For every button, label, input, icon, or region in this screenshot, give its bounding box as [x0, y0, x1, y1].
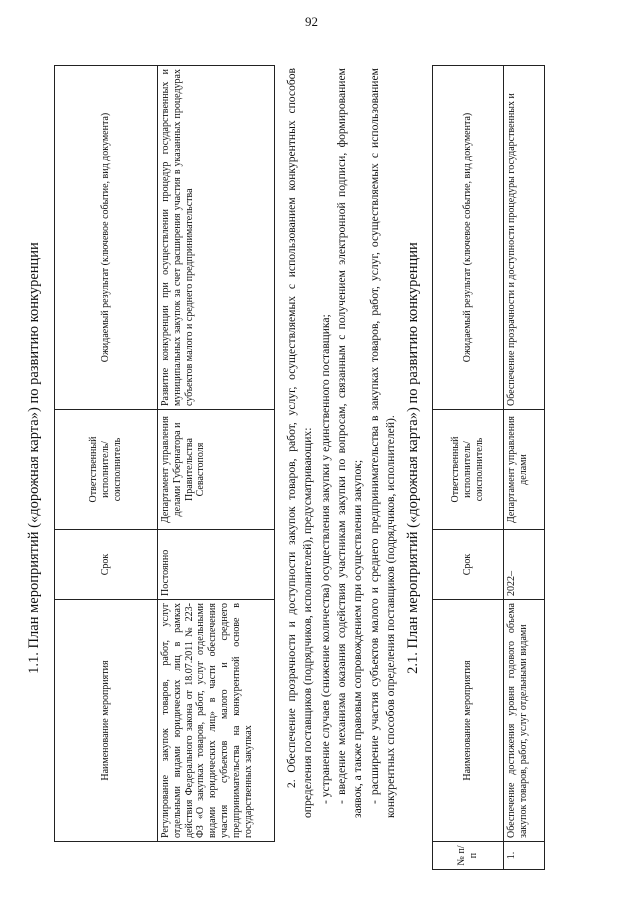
cell-number: 1. [504, 842, 545, 870]
cell-term: 2022– [504, 530, 545, 600]
col-header-name: Наименование мероприятия [55, 600, 158, 842]
cell-executor: Департамент управления делами Губернатора и Правительства Севастополя [158, 410, 275, 530]
col-header-number: № п/п [433, 842, 504, 870]
cell-term: Постоянно [158, 530, 275, 600]
cell-result: Обеспечение прозрачности и доступности процедуры государственных и [504, 66, 545, 410]
rotated-page-content [22, 38, 582, 878]
bullet-item: - расширение участия субъектов малого и среднего предпринимательства в закупках товаров, работ, услуг, осуществляемых с использованием конкурентных способов определения поставщиков (подрядчиков, исполнителей). [368, 68, 397, 818]
cell-result: Развитие конкуренции при осуществлении процедур государственных и муниципальных закупок за счет расширения участия в указанных процедурах субъектов малого и среднего предпринимательства [158, 66, 275, 410]
cell-name: Регулирование закупок товаров, работ, услуг отдельными видами юридических лиц в рамках действия Федерального закона от 18.07.2011 № 223-ФЗ «О закупках товаров, работ, услуг отдельными видами юридических лиц» в части обеспечения участия субъектов малого и среднего предпринимательства на конкурентной основе в государственных закупках [158, 600, 275, 842]
bullet-item: - устранение случаев (снижение количества) осуществления закупки у единственного поставщика; [319, 314, 332, 804]
section1-table [54, 65, 275, 842]
col-header-term: Срок [433, 530, 504, 600]
col-header-result: Ожидаемый результат (ключевое событие, вид документа) [55, 66, 158, 410]
section2-table [432, 65, 545, 870]
col-header-result: Ожидаемый результат (ключевое событие, вид документа) [433, 66, 504, 410]
cell-name: Обеспечение достижения уровня годового объема закупок товаров, работ, услуг отдельными видами [504, 600, 545, 842]
page-number: 92 [305, 14, 318, 29]
col-header-term: Срок [55, 530, 158, 600]
col-header-name: Наименование мероприятия [433, 600, 504, 842]
table-header-row [55, 66, 158, 842]
col-header-executor: Ответственный исполнитель/ соисполнитель [55, 410, 158, 530]
bullet-item: - введение механизма оказания содействия участникам закупки по вопросам, связанным с получением электронной подписи, формированием заявок, а также правовым сопровождением при осуществлении закупок; [335, 68, 364, 818]
table-header-row [433, 66, 504, 870]
section2-paragraph: 2. Обеспечение прозрачности и доступности закупок товаров, работ, услуг, осуществляемых с использованием конкурентных способов определения поставщиков (подрядчиков, исполнителей), предусматривающих: [285, 68, 314, 818]
table-row [504, 66, 545, 870]
col-header-executor: Ответственный исполнитель/ соисполнитель [433, 410, 504, 530]
section2-heading: 2.1. План мероприятий («дорожная карта») по развитию конкуренции [405, 242, 421, 674]
table-row [158, 66, 275, 842]
section1-heading: 1.1. План мероприятий («дорожная карта») по развитию конкуренции [26, 242, 42, 674]
cell-executor: Департамент управления делами [504, 410, 545, 530]
